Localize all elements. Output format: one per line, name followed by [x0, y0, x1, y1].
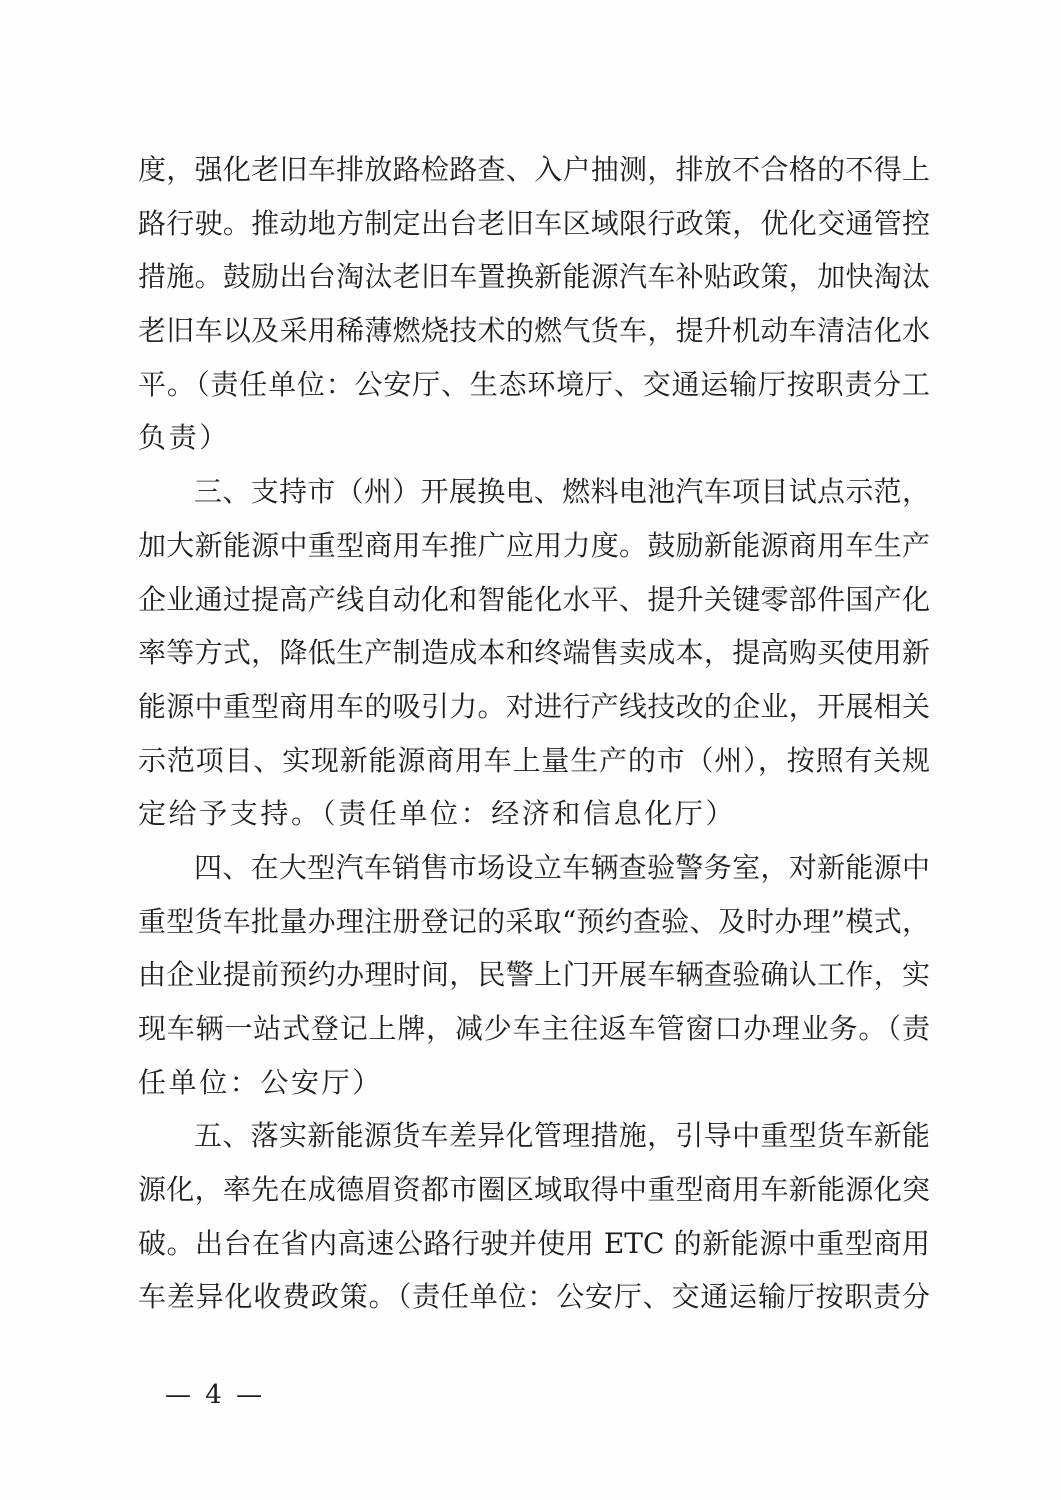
text-line: 能源中重型商用车的吸引力。对进行产线技改的企业，开展相关 — [138, 689, 930, 723]
text-line: 现车辆一站式登记上牌，减少车主往返车管窗口办理业务。（责 — [138, 1012, 930, 1045]
text-line: 破。出台在省内高速公路行驶并使用 ETC 的新能源中重型商用 — [138, 1226, 930, 1260]
text-line: 平。（责任单位：公安厅、生态环境厅、交通运输厅按职责分工 — [138, 367, 930, 401]
text-line: 加大新能源中重型商用车推广应用力度。鼓励新能源商用车生产 — [138, 528, 930, 562]
paragraph-start-4: 四、在大型汽车销售市场设立车辆查验警务室，对新能源中 — [194, 850, 930, 884]
text-line: 重型货车批量办理注册登记的采取“预约查验、及时办理”模式， — [138, 904, 930, 938]
paragraph-start-5: 五、落实新能源货车差异化管理措施，引导中重型货车新能 — [194, 1119, 930, 1153]
text-line: 负责） — [138, 421, 230, 455]
text-line: 老旧车以及采用稀薄燃烧技术的燃气货车，提升机动车清洁化水 — [138, 314, 930, 348]
text-line: 示范项目、实现新能源商用车上量生产的市（州），按照有关规 — [138, 743, 930, 777]
body-text — [138, 143, 930, 1324]
text-line: 任单位：公安厅） — [138, 1065, 383, 1099]
text-line: 车差异化收费政策。（责任单位：公安厅、交通运输厅按职责分 — [138, 1280, 930, 1314]
text-line: 源化，率先在成德眉资都市圈区域取得中重型商用车新能源化突 — [138, 1173, 930, 1207]
text-line: 度，强化老旧车排放路检路查、入户抽测，排放不合格的不得上 — [138, 153, 930, 186]
text-line: 定给予支持。（责任单位：经济和信息化厅） — [138, 797, 737, 831]
text-line: 路行驶。推动地方制定出台老旧车区域限行政策，优化交通管控 — [138, 206, 930, 240]
text-line: 企业通过提高产线自动化和智能化水平、提升关键零部件国产化 — [138, 582, 930, 616]
text-line: 率等方式，降低生产制造成本和终端售卖成本，提高购买使用新 — [138, 636, 930, 670]
page-number: — 4 — — [165, 1380, 266, 1410]
paragraph-start-3: 三、支持市（州）开展换电、燃料电池汽车项目试点示范， — [194, 475, 930, 509]
text-line: 由企业提前预约办理时间，民警上门开展车辆查验确认工作，实 — [138, 958, 930, 992]
text-line: 措施。鼓励出台淘汰老旧车置换新能源汽车补贴政策，加快淘汰 — [138, 260, 930, 294]
